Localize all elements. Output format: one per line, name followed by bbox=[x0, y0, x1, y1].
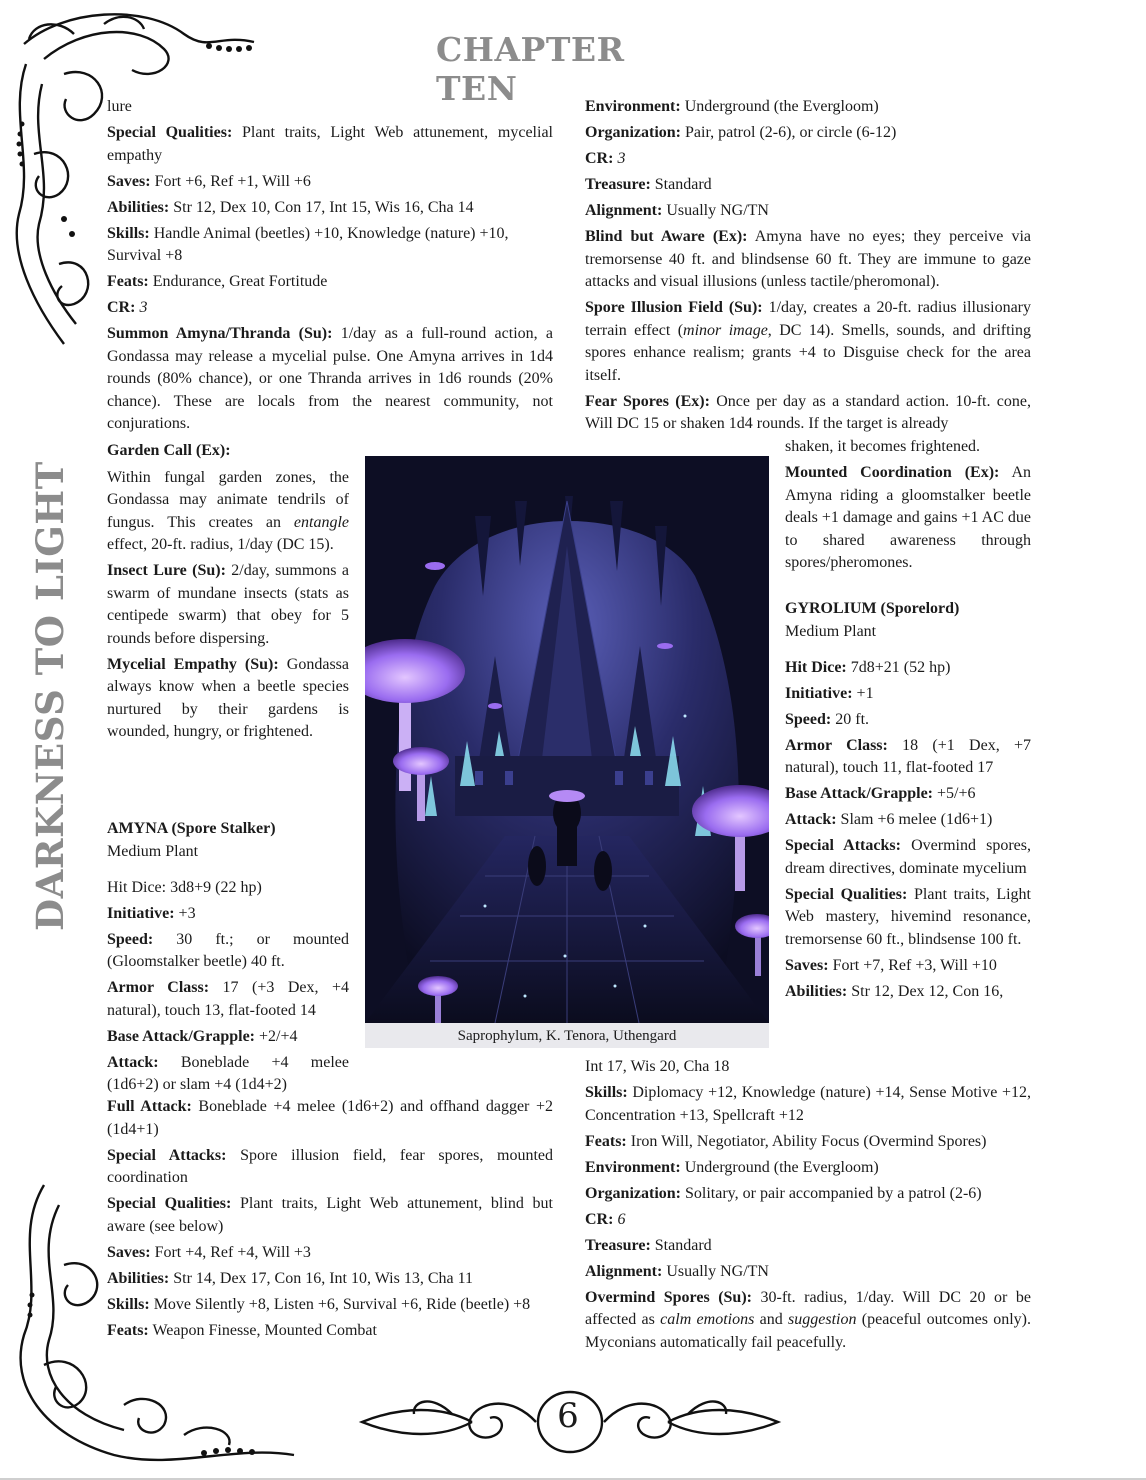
value: 30 ft.; or mounted (Gloomstalker beetle) 40 ft. bbox=[107, 930, 349, 970]
label: Fear Spores (Ex): bbox=[585, 392, 710, 410]
alignment bbox=[585, 1261, 1031, 1284]
text-b: (peaceful outcomes only). Myconians automatically fail peacefully. bbox=[585, 1311, 1032, 1351]
figure-caption bbox=[365, 1026, 769, 1046]
amyna-title: AMYNA (Spore Stalker) bbox=[107, 820, 276, 837]
value: Iron Will, Negotiator, Ability Focus (Overmind Spores) bbox=[626, 1132, 987, 1150]
label: Full Attack: bbox=[107, 1098, 192, 1115]
label: Mycelial Empathy (Su): bbox=[107, 655, 279, 673]
feats bbox=[107, 271, 553, 294]
armor-class bbox=[107, 977, 349, 1022]
label: Treasure: bbox=[585, 1236, 651, 1254]
value: Overmind spores, dream directives, dominate mycelium bbox=[785, 837, 1031, 877]
insect-lure bbox=[107, 560, 349, 650]
value: Str 12, Dex 12, Con 16, bbox=[847, 982, 1004, 1000]
value: Plant traits, Light Web attunement, mycelial empathy bbox=[107, 124, 553, 164]
attack bbox=[785, 809, 1031, 832]
gyrolium-type: Medium Plant bbox=[785, 622, 877, 640]
value: Once per day as a standard action. 10-ft. cone, Will DC 15 or shaken 1d4 rounds. If the target is already bbox=[585, 392, 1032, 432]
fear-spores-continued: shaken, it becomes frightened. bbox=[785, 438, 981, 455]
page-number: 6 bbox=[557, 1396, 579, 1436]
value: 3 bbox=[135, 299, 148, 316]
armor-class bbox=[785, 735, 1031, 780]
value: Amyna have no eyes; they perceive via tremorsense 40 ft. and blindsense 60 ft. They are immune to gaze attacks and visual illusions (unless tactile/pheromonal). bbox=[585, 228, 1031, 290]
label: Skills: bbox=[107, 1295, 150, 1313]
label: Environment: bbox=[585, 98, 681, 115]
value: Fort +4, Ref +4, Will +3 bbox=[150, 1243, 311, 1261]
special-attacks bbox=[107, 1145, 553, 1190]
illustration-figure bbox=[365, 456, 769, 1048]
abilities bbox=[785, 981, 1031, 1004]
label: Abilities: bbox=[107, 1269, 170, 1287]
special-qualities bbox=[107, 122, 553, 167]
label: Feats: bbox=[107, 273, 149, 290]
value: +1 bbox=[852, 684, 874, 702]
text-italic: entangle bbox=[293, 513, 349, 531]
value: Boneblade +4 melee (1d6+2) or slam +4 (1d4+2) bbox=[107, 1053, 349, 1093]
value: +2/+4 bbox=[255, 1027, 298, 1045]
feats bbox=[107, 1320, 553, 1343]
label: Environment: bbox=[585, 1158, 681, 1176]
label: Attack: bbox=[107, 1053, 159, 1071]
skills bbox=[107, 223, 553, 268]
challenge-rating bbox=[585, 148, 1031, 171]
label: Special Qualities: bbox=[107, 1195, 232, 1212]
lure-text: lure bbox=[107, 98, 132, 115]
special-qualities bbox=[107, 1193, 553, 1238]
label: Skills: bbox=[107, 224, 150, 242]
mycelial-empathy bbox=[107, 654, 349, 744]
value: 1/day as a full-round action, a Gondassa may release a mycelial pulse. One Amyna arrives in 1d4 rounds (80% chance), or one Thranda arrives in 1d6 rounds (20% chance). These are locals from the nearest community, not conjurations. bbox=[107, 325, 553, 432]
value: Fort +6, Ref +1, Will +6 bbox=[150, 172, 311, 190]
text-b: effect, 20-ft. radius, 1/day (DC 15). bbox=[107, 536, 334, 553]
base-attack-grapple bbox=[107, 1026, 349, 1049]
value: Standard bbox=[650, 1236, 712, 1254]
environment bbox=[585, 1157, 1031, 1180]
text-b: , DC 14). Smells, sounds, and drifting spores enhance realism; grants +4 to Disguise check for the area itself. bbox=[585, 321, 1031, 384]
value: 7d8+21 (52 hp) bbox=[846, 658, 951, 676]
label: Alignment: bbox=[585, 1262, 663, 1280]
label: Garden Call (Ex): bbox=[107, 442, 231, 459]
value: Standard bbox=[650, 176, 712, 193]
chapter-header: CHAPTER TEN bbox=[436, 30, 625, 108]
value: Usually NG/TN bbox=[662, 202, 769, 219]
amyna-stat-block-continued bbox=[585, 96, 1031, 436]
label: Initiative: bbox=[785, 684, 853, 702]
value: 2/day, summons a swarm of mundane insects (stats as centipede swarm) that obey for 5 rounds before dispersing. bbox=[107, 562, 349, 647]
text-a: 30-ft. radius, 1/day. Will DC 20 or be affected as bbox=[585, 1288, 1032, 1328]
value: Boneblade +4 melee (1d6+2) and offhand dagger +2 (1d4+1) bbox=[107, 1098, 553, 1138]
label: Spore Illusion Field (Su): bbox=[585, 299, 763, 316]
value: Plant traits, Light Web attunement, blind but aware (see below) bbox=[107, 1195, 553, 1235]
attack bbox=[107, 1052, 349, 1097]
value: 17 (+3 Dex, +4 natural), touch 13, flat-footed 14 bbox=[107, 979, 350, 1019]
value: Spore illusion field, fear spores, mounted coordination bbox=[107, 1146, 553, 1186]
label: Skills: bbox=[585, 1084, 628, 1101]
organization bbox=[585, 122, 1031, 145]
challenge-rating bbox=[107, 297, 553, 320]
label: Organization: bbox=[585, 1184, 681, 1202]
value: Str 14, Dex 17, Con 16, Int 10, Wis 13, Cha 11 bbox=[169, 1269, 474, 1287]
label: Speed: bbox=[785, 710, 832, 728]
caption-title: Saprophylum, bbox=[457, 1028, 543, 1044]
label: Saves: bbox=[107, 1243, 151, 1261]
value: Underground (the Evergloom) bbox=[680, 1158, 879, 1176]
label: Special Qualities: bbox=[785, 885, 908, 903]
text-italic: minor image bbox=[683, 321, 768, 339]
text-and: and bbox=[754, 1311, 789, 1328]
label: Saves: bbox=[107, 172, 151, 190]
text-italic-2: suggestion bbox=[788, 1311, 857, 1328]
value: Pair, patrol (2-6), or circle (6-12) bbox=[681, 124, 897, 141]
full-attack bbox=[107, 1096, 553, 1141]
value: Weapon Finesse, Mounted Combat bbox=[148, 1321, 377, 1339]
saves bbox=[785, 955, 1031, 978]
gondassa-stat-block-continued bbox=[107, 96, 553, 439]
value: Slam +6 melee (1d6+1) bbox=[836, 811, 993, 828]
label: Special Qualities: bbox=[107, 124, 233, 141]
label: Hit Dice: bbox=[785, 658, 847, 676]
label: Speed: bbox=[107, 930, 154, 948]
garden-call-text bbox=[107, 467, 349, 557]
label: Base Attack/Grapple: bbox=[107, 1027, 255, 1045]
treasure bbox=[585, 1235, 1031, 1258]
spore-illusion-field bbox=[585, 297, 1031, 387]
label: Treasure: bbox=[585, 176, 651, 193]
label: CR: bbox=[107, 299, 136, 316]
special-attacks bbox=[785, 835, 1031, 880]
special-qualities bbox=[785, 884, 1031, 952]
amyna-type: Medium Plant bbox=[107, 842, 199, 860]
gyrolium-stat-block-top bbox=[785, 436, 1031, 1003]
saves bbox=[107, 1242, 553, 1265]
label: Overmind Spores (Su): bbox=[585, 1288, 752, 1306]
value: Diplomacy +12, Knowledge (nature) +14, Sense Motive +12, Concentration +13, Spellcraft +12 bbox=[585, 1084, 1031, 1124]
label: Summon Amyna/Thranda (Su): bbox=[107, 325, 333, 342]
label: Armor Class: bbox=[107, 979, 210, 996]
label: Special Attacks: bbox=[785, 837, 901, 854]
initiative bbox=[107, 903, 349, 926]
value: Usually NG/TN bbox=[662, 1262, 769, 1280]
value: 6 bbox=[613, 1210, 626, 1228]
label: Abilities: bbox=[785, 982, 848, 1000]
value: +5/+6 bbox=[933, 785, 976, 802]
base-attack-grapple bbox=[785, 783, 1031, 806]
value: Handle Animal (beetles) +10, Knowledge (nature) +10, Survival +8 bbox=[107, 224, 509, 264]
gondassa-abilities-narrow bbox=[107, 440, 349, 747]
environment bbox=[585, 96, 1031, 119]
value: 18 (+1 Dex, +7 natural), touch 11, flat-footed 17 bbox=[785, 736, 1032, 776]
hit-dice bbox=[785, 657, 1031, 680]
label: Alignment: bbox=[585, 202, 663, 219]
value: 20 ft. bbox=[831, 710, 870, 728]
treasure bbox=[585, 174, 1031, 197]
value: Underground (the Evergloom) bbox=[680, 98, 879, 115]
value: 3 bbox=[613, 150, 626, 167]
gyrolium-stat-block-bottom bbox=[585, 1056, 1031, 1358]
value: An Amyna riding a gloomstalker beetle deals +1 damage and gains +1 AC due to shared awareness through spores/pheromones. bbox=[785, 464, 1032, 571]
fear-spores bbox=[585, 391, 1031, 436]
abilities bbox=[107, 197, 553, 220]
label: Insect Lure (Su): bbox=[107, 562, 226, 579]
value: Move Silently +8, Listen +6, Survival +6, Ride (beetle) +8 bbox=[149, 1295, 531, 1313]
value: Solitary, or pair accompanied by a patrol (2-6) bbox=[681, 1184, 982, 1202]
label: CR: bbox=[585, 1210, 614, 1228]
skills bbox=[585, 1082, 1031, 1127]
value: Endurance, Great Fortitude bbox=[148, 273, 328, 290]
label: Feats: bbox=[107, 1321, 149, 1339]
organization bbox=[585, 1183, 1031, 1206]
text-italic-1: calm emotions bbox=[660, 1311, 755, 1328]
label: Attack: bbox=[785, 811, 837, 828]
hit-dice: Hit Dice: 3d8+9 (22 hp) bbox=[107, 878, 262, 896]
amyna-stat-block-bottom bbox=[107, 1096, 553, 1346]
label: Mounted Coordination (Ex): bbox=[785, 464, 1000, 481]
label: Blind but Aware (Ex): bbox=[585, 228, 748, 245]
initiative bbox=[785, 683, 1031, 706]
label: Initiative: bbox=[107, 904, 175, 922]
fungal-cavern-illustration bbox=[365, 456, 769, 1023]
alignment bbox=[585, 200, 1031, 223]
label: CR: bbox=[585, 150, 614, 167]
abilities bbox=[107, 1268, 553, 1291]
mounted-coordination bbox=[785, 462, 1031, 575]
saves bbox=[107, 171, 553, 194]
value: Fort +7, Ref +3, Will +10 bbox=[828, 956, 997, 974]
label: Feats: bbox=[585, 1132, 627, 1150]
label: Abilities: bbox=[107, 198, 170, 216]
garden-call-heading bbox=[107, 440, 349, 463]
label: Special Attacks: bbox=[107, 1146, 227, 1164]
sidebar-title: DARKNESS TO LIGHT bbox=[28, 461, 72, 931]
blind-but-aware bbox=[585, 226, 1031, 294]
gyrolium-title: GYROLIUM (Sporelord) bbox=[785, 600, 960, 617]
feats bbox=[585, 1131, 1031, 1154]
summon-ability bbox=[107, 323, 553, 436]
label: Armor Class: bbox=[785, 736, 888, 754]
speed bbox=[107, 929, 349, 974]
value: Str 12, Dex 10, Con 17, Int 15, Wis 16, Cha 14 bbox=[169, 198, 474, 216]
abilities-continued: Int 17, Wis 20, Cha 18 bbox=[585, 1058, 730, 1075]
value: Gondassa always know when a beetle species nurtured by their gardens is wounded, hungry, or frightened. bbox=[107, 655, 349, 740]
speed bbox=[785, 709, 1031, 732]
amyna-stat-block-top bbox=[107, 818, 349, 1100]
value: Plant traits, Light Web mastery, hivemind resonance, tremorsense 60 ft., blindsense 100 ft. bbox=[785, 885, 1031, 948]
text-a: Within fungal garden zones, the Gondassa may animate tendrils of fungus. This creates an bbox=[107, 468, 349, 531]
label: Base Attack/Grapple: bbox=[785, 785, 933, 802]
text-a: 1/day, creates a 20-ft. radius illusionary terrain effect ( bbox=[585, 299, 1031, 339]
label: Saves: bbox=[785, 956, 829, 974]
caption-credit: K. Tenora, Uthengard bbox=[542, 1028, 677, 1044]
skills bbox=[107, 1294, 553, 1317]
overmind-spores bbox=[585, 1287, 1031, 1355]
label: Organization: bbox=[585, 124, 681, 141]
value: +3 bbox=[174, 904, 196, 922]
challenge-rating bbox=[585, 1209, 1031, 1232]
